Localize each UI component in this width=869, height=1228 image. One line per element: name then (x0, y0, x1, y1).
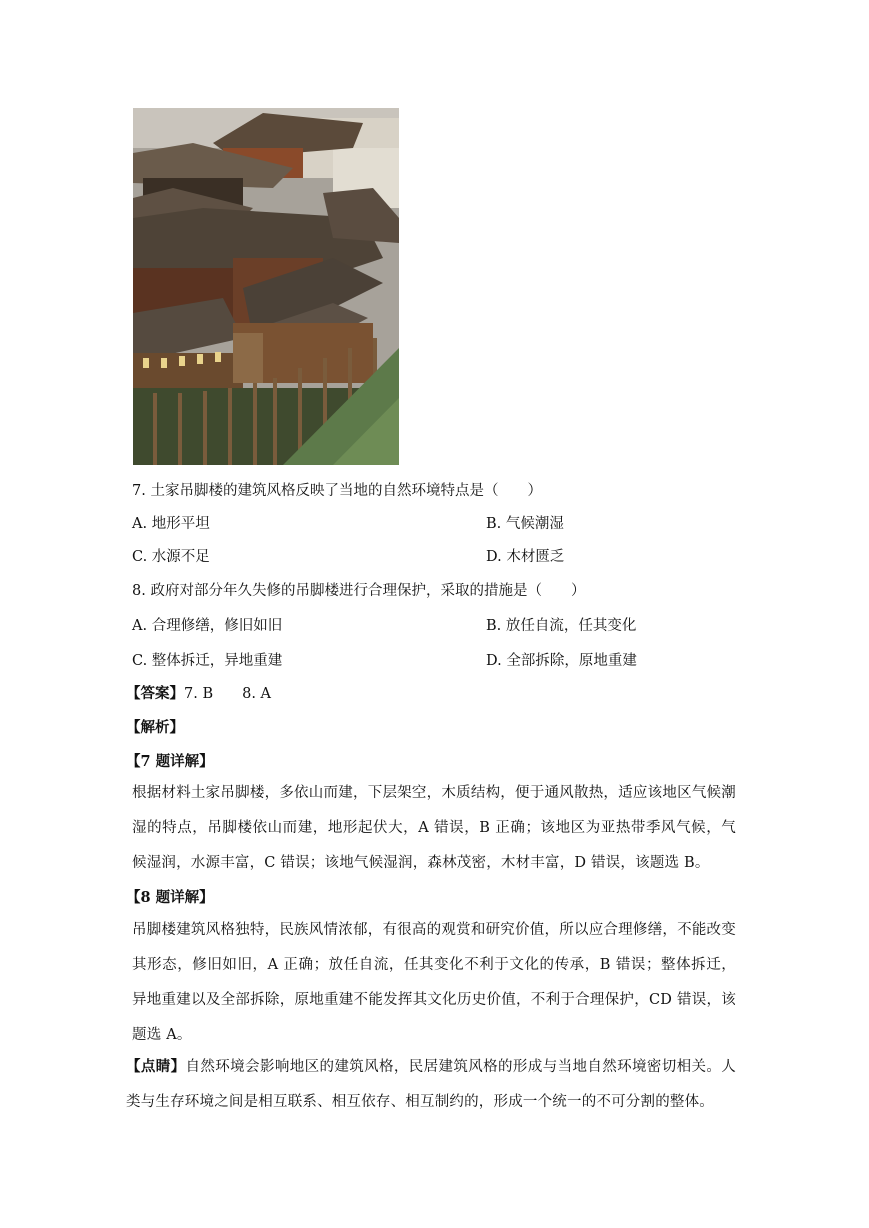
stilt-house-photo (133, 108, 399, 465)
question-8-option-a: A. 合理修缮，修旧如旧 (132, 618, 283, 634)
question-8-option-c: C. 整体拆迁，异地重建 (132, 653, 283, 669)
detail-7-label: 【7 题详解】 (126, 753, 214, 770)
question-8-stem: 8. 政府对部分年久失修的吊脚楼进行合理保护，采取的措施是（ ） (132, 583, 586, 599)
comment-text: 自然环境会影响地区的建筑风格，民居建筑风格的形成与当地自然环境密切相关。人类与生存环境之间是相互联系、相互依存、相互制约的，形成一个统一的不可分割的整体。 (126, 1059, 736, 1110)
answer-label: 【答案】 (126, 685, 184, 702)
question-7-option-a: A. 地形平坦 (132, 516, 210, 532)
comment-label: 【点睛】 (126, 1058, 186, 1075)
question-7-stem: 7. 土家吊脚楼的建筑风格反映了当地的自然环境特点是（ ） (132, 483, 542, 499)
question-7-option-d: D. 木材匮乏 (486, 549, 565, 565)
comment-paragraph (126, 1049, 736, 1120)
detail-8-label: 【8 题详解】 (126, 889, 214, 906)
answer-text: 7. B 8. A (184, 686, 272, 702)
detail-8-text: 吊脚楼建筑风格独特，民族风情浓郁，有很高的观赏和研究价值，所以应合理修缮，不能改变其形态，修旧如旧，A 正确；放任自流，任其变化不利于文化的传承，B 错误；整体拆迁，异地重建以及全部拆除，原地重建不能发挥其文化历史价值，不利于合理保护，CD 错误，该题选 A。 (132, 922, 736, 1043)
question-7-option-c: C. 水源不足 (132, 549, 210, 565)
analysis-label: 【解析】 (126, 719, 184, 736)
detail-7-text: 根据材料土家吊脚楼，多依山而建，下层架空，木质结构，便于通风散热，适应该地区气候潮湿的特点，吊脚楼依山而建，地形起伏大，A 错误，B 正确；该地区为亚热带季风气候，气候湿润，水源丰富，C 错误；该地气候湿润，森林茂密，木材丰富，D 错误，该题选 B。 (132, 785, 736, 871)
answer-line (126, 682, 271, 703)
question-7-option-b: B. 气候潮湿 (486, 516, 564, 532)
stilt-house-illustration (133, 108, 399, 465)
question-8-option-b: B. 放任自流，任其变化 (486, 618, 637, 634)
question-8-option-d: D. 全部拆除，原地重建 (486, 653, 637, 669)
